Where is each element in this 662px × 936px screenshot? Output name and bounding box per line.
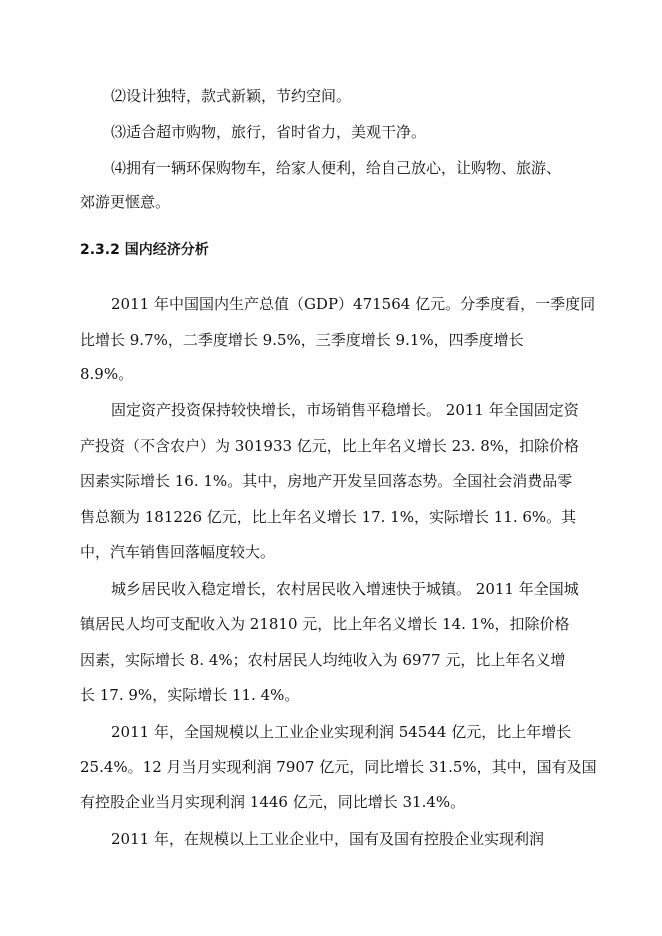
list-item-2: ⑵设计独特，款式新颖，节约空间。 [111, 87, 352, 105]
paragraph-3-line-4: 长 17. 9%，实际增长 11. 4%。 [80, 686, 300, 704]
paragraph-2-line-2: 产投资（不含农户）为 301933 亿元，比上年名义增长 23. 8%，扣除价格 [80, 437, 579, 455]
paragraph-1-line-1: 2011 年中国国内生产总值（GDP）471564 亿元。分季度看，一季度同 [111, 295, 596, 313]
section-heading: 2.3.2 国内经济分析 [80, 242, 209, 258]
list-item-4-line-2: 郊游更惬意。 [80, 193, 171, 211]
paragraph-2-line-3: 因素实际增长 16. 1%。其中，房地产开发呈回落态势。全国社会消费品零 [80, 472, 573, 490]
paragraph-3-line-3: 因素，实际增长 8. 4%；农村居民人均纯收入为 6977 元，比上年名义增 [80, 651, 566, 669]
paragraph-2-line-5: 中，汽车销售回落幅度较大。 [80, 543, 276, 561]
list-item-3: ⑶适合超市购物，旅行，省时省力，美观干净。 [111, 123, 427, 141]
paragraph-3-line-2: 镇居民人均可支配收入为 21810 元，比上年名义增长 14. 1%，扣除价格 [80, 615, 570, 633]
paragraph-5-line-1: 2011 年，在规模以上工业企业中，国有及国有控股企业实现利润 [111, 830, 544, 848]
list-item-4-line-1: ⑷拥有一辆环保购物车，给家人便利，给自己放心，让购物、旅游、 [111, 159, 562, 177]
paragraph-2-line-4: 售总额为 181226 亿元，比上年名义增长 17. 1%，实际增长 11. 6%。其 [80, 508, 577, 526]
paragraph-1-line-2: 比增长 9.7%，二季度增长 9.5%，三季度增长 9.1%，四季度增长 [80, 331, 524, 349]
paragraph-3-line-1: 城乡居民收入稳定增长，农村居民收入增速快于城镇。 2011 年全国城 [111, 580, 579, 598]
paragraph-4-line-3: 有控股企业当月实现利润 1446 亿元，同比增长 31.4%。 [80, 793, 466, 811]
paragraph-4-line-2: 25.4%。12 月当月实现利润 7907 亿元，同比增长 31.5%，其中，国有及国 [80, 758, 597, 776]
paragraph-4-line-1: 2011 年，全国规模以上工业企业实现利润 54544 亿元，比上年增长 [111, 723, 572, 741]
paragraph-1-line-3: 8.9%。 [80, 365, 134, 383]
paragraph-2-line-1: 固定资产投资保持较快增长，市场销售平稳增长。 2011 年全国固定资 [111, 401, 579, 419]
